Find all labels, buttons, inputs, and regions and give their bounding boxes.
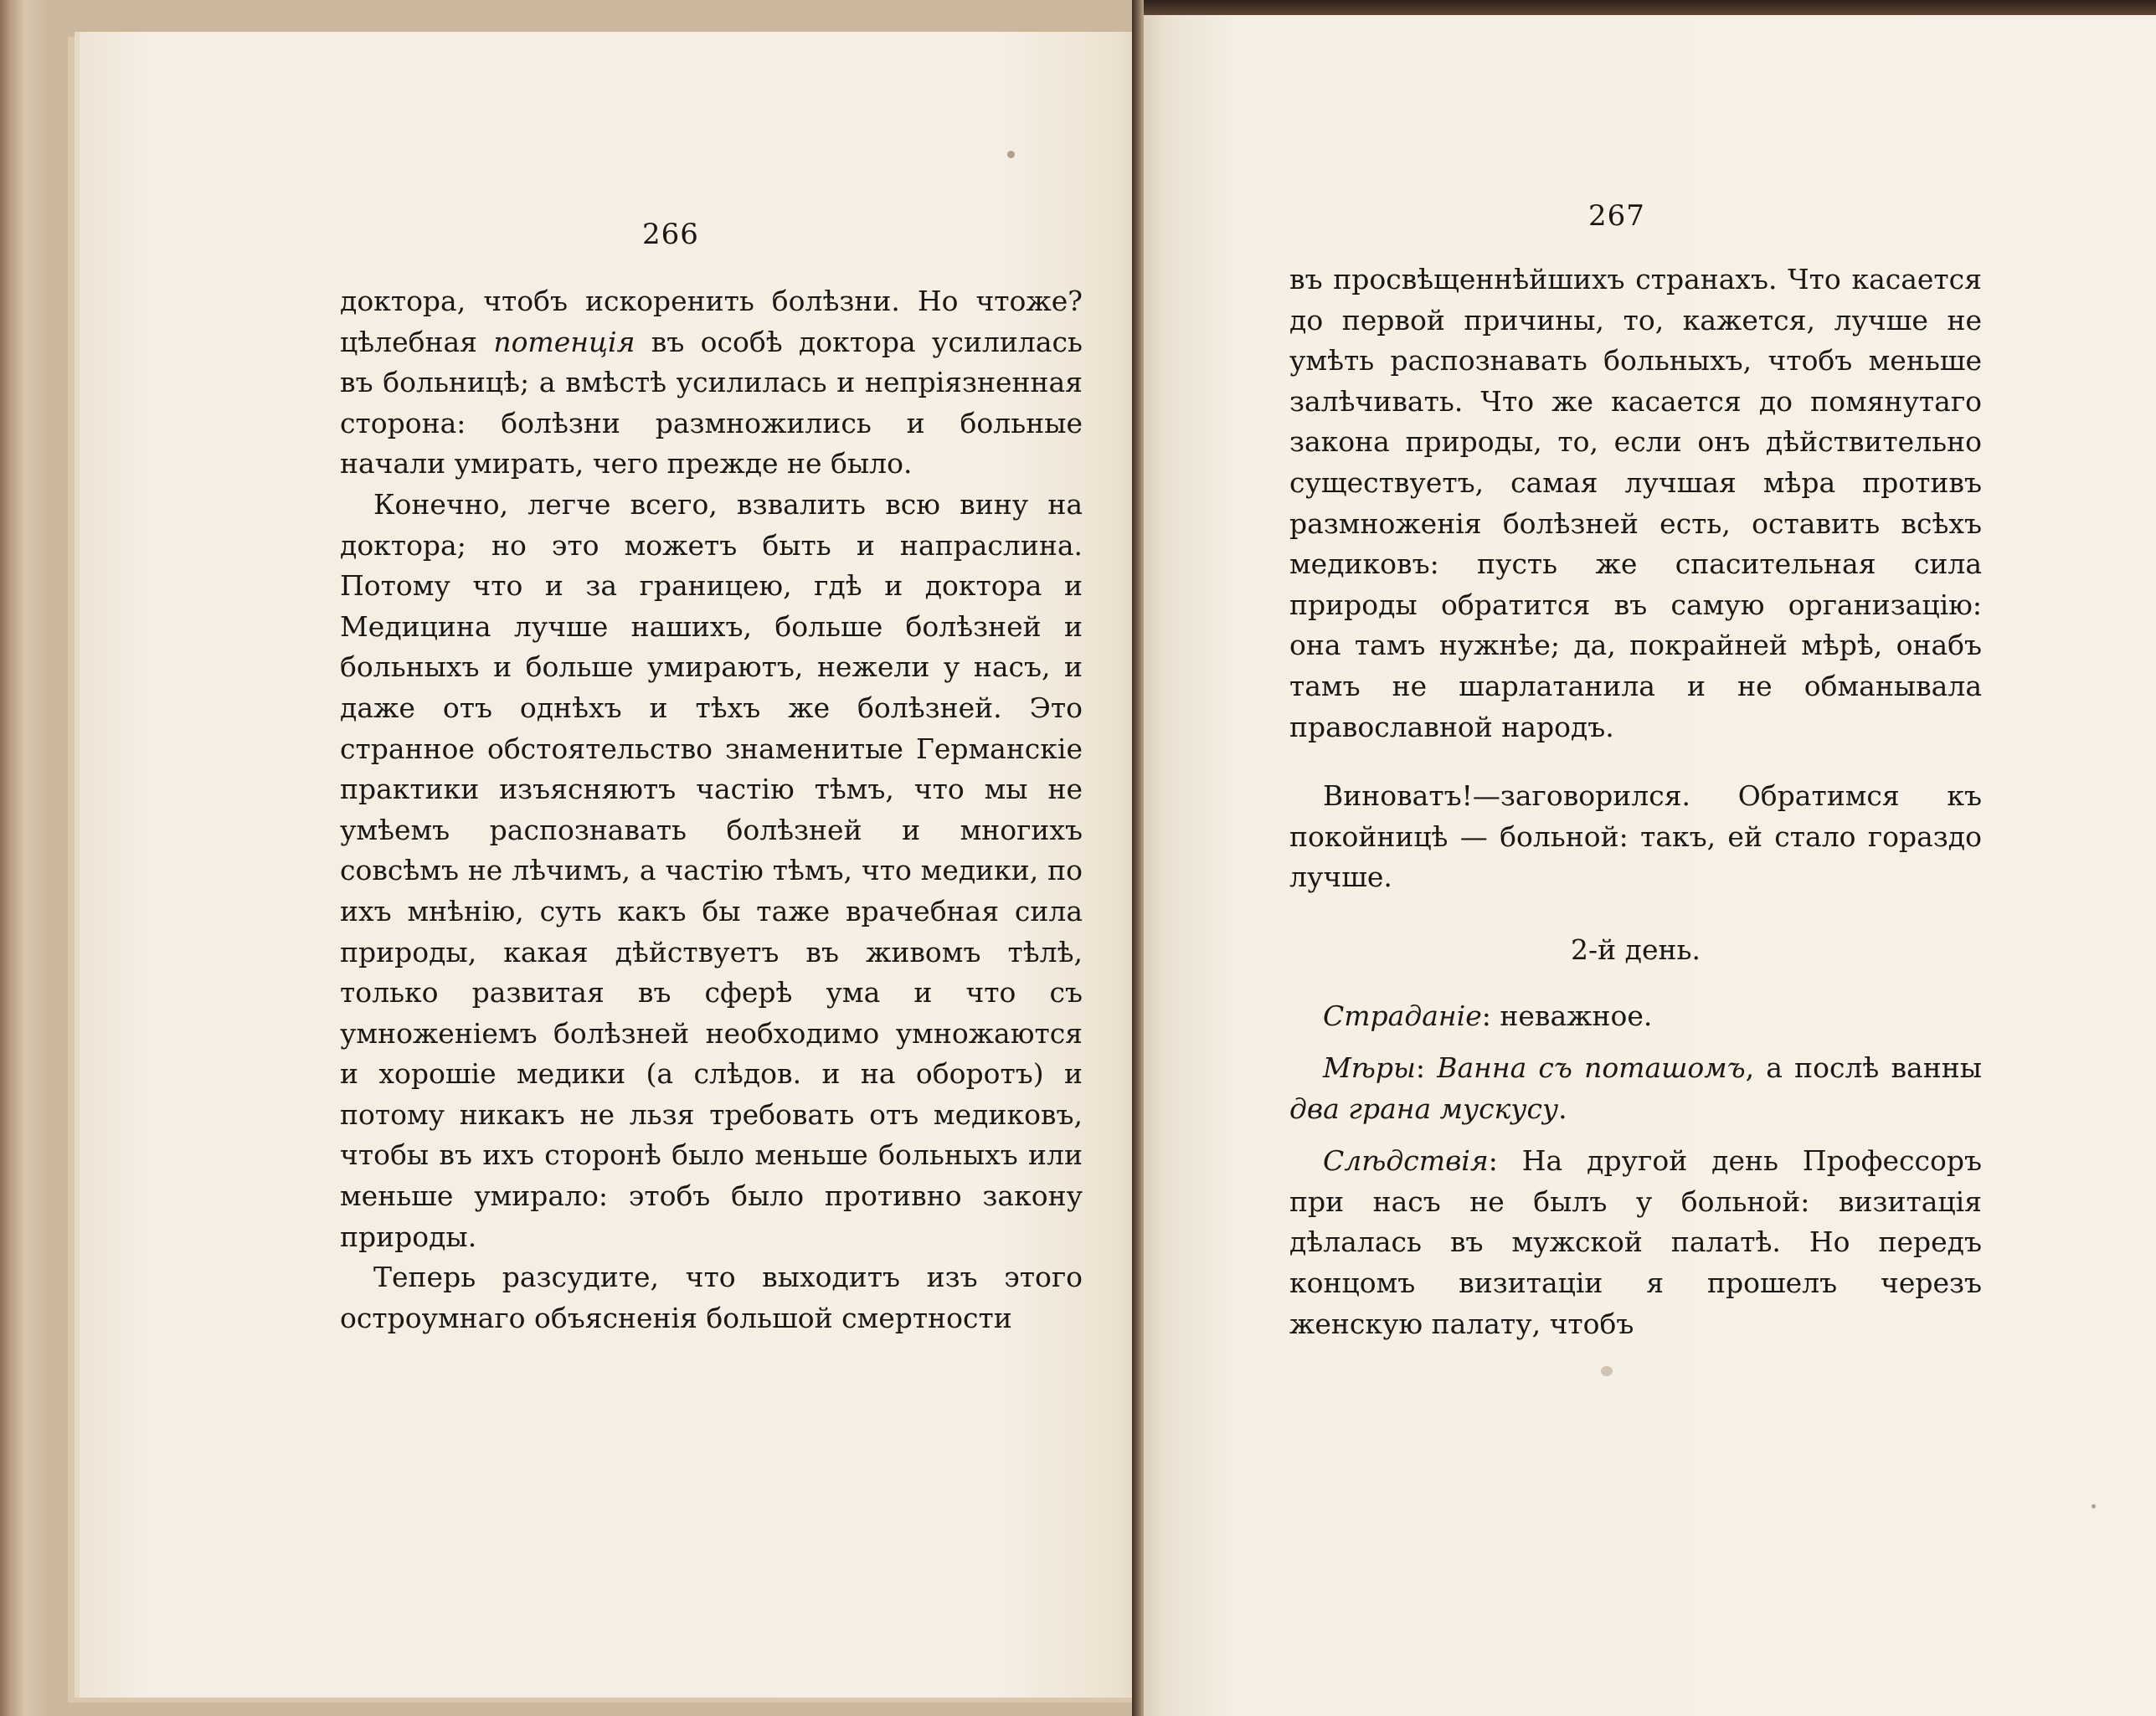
left-paragraph-3: Теперь разсудите, что выходитъ изъ этого остроумнаго объясненія большой смертности: [340, 1261, 1083, 1334]
measures-entry: [1289, 1048, 1982, 1129]
suffering-text: : неважное.: [1481, 999, 1653, 1032]
page-number-right: 267: [1588, 199, 1645, 233]
measures-sep: :: [1415, 1051, 1438, 1085]
page-edge: [1135, 0, 2156, 15]
right-paragraph-1: въ просвѣщеннѣйшихъ странахъ. Что касается до первой причины, то, кажется, лучше не умѣть распознавать больныхъ, чтобъ меньше залѣчивать. Что же касается до помянутаго закона природы, то, если онъ дѣйствительно существуетъ, самая лучшая мѣра противъ размноженія болѣзней есть, оставить всѣхъ медиковъ: пусть же спасительная сила природы обратится въ самую организацію: она тамъ нужнѣе; да, покрайней мѣрѣ, онабъ тамъ не шарлатанила и не обманывала православной народъ.: [1289, 263, 1982, 743]
italic-term: потенція: [493, 325, 635, 358]
right-paragraph-2: Виноватъ!—заговорился. Обратимся къ покойницѣ — больной: такъ, ей стало гораздо лучше.: [1289, 779, 1982, 894]
measures-musk: два грана мускусу: [1289, 1092, 1559, 1125]
right-page-text: [1289, 259, 1982, 1344]
section-heading: 2-й день.: [1571, 932, 1701, 966]
left-page-text: [340, 281, 1083, 1338]
left-paragraph-1: доктора, чтобъ искоренить болѣзни. Но чтоже? цѣлебная потенція въ особѣ доктора усилилась въ больницѣ; а вмѣстѣ усилилась и непріязненная сторона: болѣзни размножились и больные начали умирать, чего прежде не было.: [340, 285, 1083, 480]
left-paragraph-2: Конечно, легче всего, взвалить всю вину на доктора; но это можетъ быть и напраслина. Потому что и за границею, гдѣ и доктора и Медицина лучше нашихъ, больше болѣзней и больныхъ и больше умираютъ, нежели у насъ, и даже отъ однѣхъ и тѣхъ же болѣзней. Это странное обстоятельство знаменитые Германскіе практики изъясняютъ частію тѣмъ, что мы не умѣемъ распознавать болѣзней и многихъ совсѣмъ не лѣчимъ, а частію тѣмъ, что медики, по ихъ мнѣнію, суть какъ бы таже врачебная сила природы, какая дѣйствуетъ въ живомъ тѣлѣ, только развитая въ сферѣ ума и что съ умноженіемъ болѣзней необходимо умножаются и хорошіе медики (а слѣдов. и на оборотъ) и потому никакъ не льзя требовать отъ медиковъ, чтобы въ ихъ сторонѣ было меньше больныхъ или меньше умирало: этобъ было противно закону природы.: [340, 487, 1083, 1253]
right-page: [1135, 15, 2156, 1716]
measures-bath: Ванна съ поташомъ: [1437, 1051, 1746, 1085]
consequences-entry: [1289, 1141, 1982, 1344]
measures-after: , а послѣ ванны: [1745, 1051, 1982, 1085]
measures-label: Мѣры: [1323, 1051, 1416, 1085]
suffering-entry: [1289, 996, 1982, 1037]
page-number-left: 266: [642, 218, 699, 251]
measures-end: .: [1558, 1092, 1567, 1125]
consequences-text: : На другой день Профессоръ при насъ не былъ у больной: визитація дѣлалась въ мужской палатѣ. Но передъ концомъ визитаціи я прошелъ черезъ женскую палату, чтобъ: [1289, 1144, 1982, 1340]
left-page: [80, 32, 1160, 1698]
book-gutter: [1132, 0, 1144, 1716]
ink-spot: [2092, 1504, 2096, 1508]
ink-spot: [1007, 151, 1015, 158]
suffering-label: Страданіе: [1323, 999, 1482, 1032]
consequences-label: Слѣдствія: [1323, 1144, 1489, 1178]
ink-spot: [1601, 1366, 1613, 1376]
